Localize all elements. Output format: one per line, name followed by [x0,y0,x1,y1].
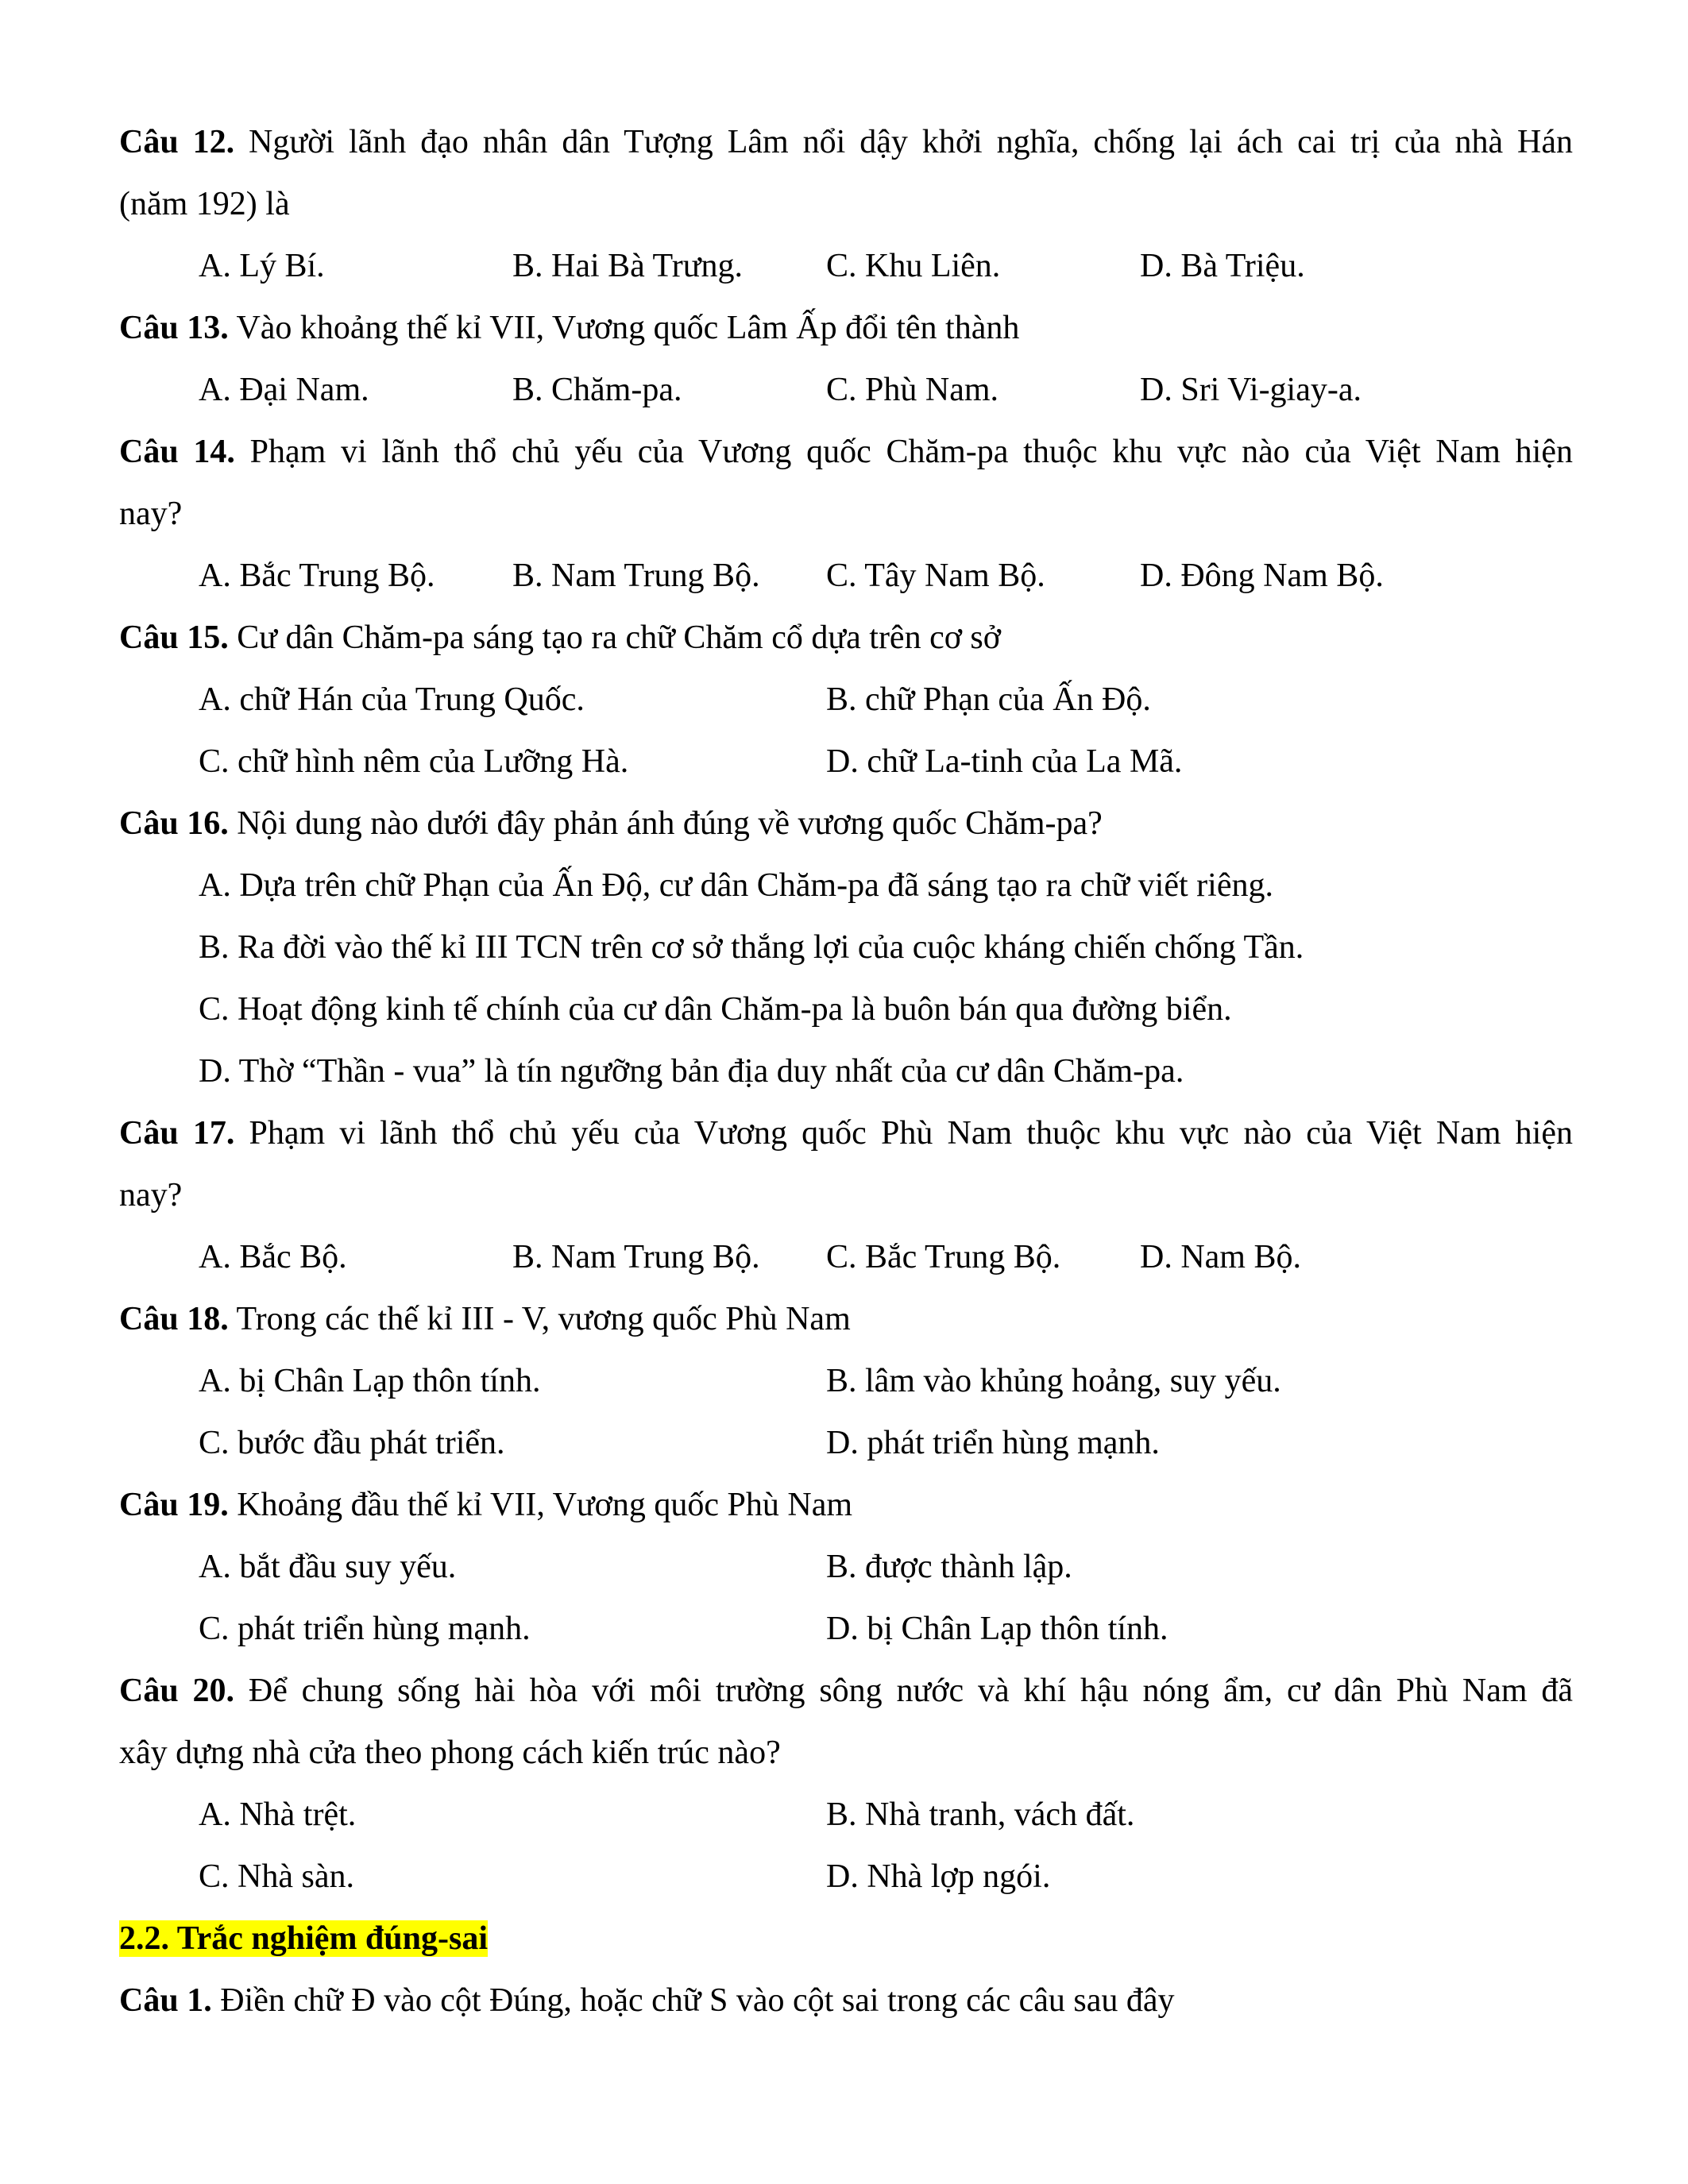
option-c: C. Nhà sàn. [199,1858,354,1895]
question-number: Câu 13. [119,310,229,346]
question-number: Câu 1. [119,1982,212,2019]
question-13-line-1 [119,297,1573,359]
question-number: Câu 17. [119,1115,235,1152]
question-number: Câu 15. [119,619,229,656]
question-text: Để chung sống hài hòa với môi trường sông nước và khí hậu nóng ẩm, cư dân Phù Nam đã [234,1673,1573,1709]
question-20-line-2: xây dựng nhà cửa theo phong cách kiến trúc nào? [119,1734,781,1771]
question-text: Cư dân Chăm-pa sáng tạo ra chữ Chăm cổ dựa trên cơ sở [228,619,1001,656]
question-15-line-1 [119,607,1573,669]
option-d: D. bị Chân Lạp thôn tính. [826,1611,1168,1647]
option-b: B. lâm vào khủng hoảng, suy yếu. [826,1363,1281,1399]
option-a: A. bị Chân Lạp thôn tính. [199,1363,541,1399]
question-19-line-1 [119,1474,1573,1536]
question-number: Câu 18. [119,1301,229,1337]
question-number: Câu 14. [119,434,235,470]
option-d: D. Sri Vi-giay-a. [1140,372,1362,408]
option-a: A. Bắc Trung Bộ. [199,558,435,594]
option-d: D. Nhà lợp ngói. [826,1858,1051,1895]
section-title: 2.2. Trắc nghiệm đúng-sai [119,1920,489,1957]
option-b: B. Ra đời vào thế kỉ III TCN trên cơ sở thắng lợi của cuộc kháng chiến chống Tần. [199,929,1304,966]
question-13-options [199,359,1573,421]
document-page [119,111,1573,2032]
option-a: A. Dựa trên chữ Phạn của Ấn Độ, cư dân Chăm-pa đã sáng tạo ra chữ viết riêng. [199,867,1273,904]
question-18-options-row-2 [199,1412,1573,1474]
option-b: B. Chăm-pa. [512,372,682,408]
question-14-line-1 [119,421,1573,483]
option-b: B. được thành lập. [826,1549,1072,1585]
option-d: D. phát triển hùng mạnh. [826,1425,1160,1461]
option-c: C. Khu Liên. [826,248,1001,284]
question-16-line-1 [119,793,1573,855]
question-15-options-row-1 [199,669,1573,731]
option-d: D. Nam Bộ. [1140,1239,1301,1275]
question-text: Trong các thế kỉ III - V, vương quốc Phù Nam [228,1301,851,1337]
question-20-options-row-1 [199,1784,1573,1846]
option-c: C. Bắc Trung Bộ. [826,1239,1061,1275]
question-18-line-1 [119,1288,1573,1350]
question-number: Câu 16. [119,805,229,842]
question-text: Nội dung nào dưới đây phản ánh đúng về vương quốc Chăm-pa? [228,805,1103,842]
section-question-1 [119,1970,1573,2032]
question-number: Câu 19. [119,1487,229,1523]
question-text: Khoảng đầu thế kỉ VII, Vương quốc Phù Nam [228,1487,853,1523]
question-19-options-row-1 [199,1536,1573,1598]
option-c: C. Phù Nam. [826,372,999,408]
option-c: C. Hoạt động kinh tế chính của cư dân Chăm-pa là buôn bán qua đường biển. [199,991,1232,1028]
option-c: C. chữ hình nêm của Lưỡng Hà. [199,743,629,780]
question-14-line-2: nay? [119,496,183,532]
option-c: C. bước đầu phát triển. [199,1425,505,1461]
option-b: B. chữ Phạn của Ấn Độ. [826,681,1151,718]
option-a: A. Lý Bí. [199,248,325,284]
question-18-options-row-1 [199,1350,1573,1412]
option-c: C. phát triển hùng mạnh. [199,1611,531,1647]
option-b: B. Nhà tranh, vách đất. [826,1796,1135,1833]
option-b: B. Nam Trung Bộ. [512,1239,760,1275]
question-text: Vào khoảng thế kỉ VII, Vương quốc Lâm Ấp đổi tên thành [228,310,1020,346]
question-number: Câu 20. [119,1673,235,1709]
question-19-options-row-2 [199,1598,1573,1660]
option-d: D. chữ La-tinh của La Mã. [826,743,1183,780]
option-c: C. Tây Nam Bộ. [826,558,1045,594]
option-d: D. Thờ “Thần - vua” là tín ngưỡng bản địa duy nhất của cư dân Chăm-pa. [199,1053,1184,1090]
option-d: D. Bà Triệu. [1140,248,1305,284]
question-17-line-1 [119,1102,1573,1164]
question-text: Người lãnh đạo nhân dân Tượng Lâm nổi dậy khởi nghĩa, chống lại ách cai trị của nhà Hán [234,124,1573,160]
question-20-line-1 [119,1660,1573,1722]
question-14-options [199,545,1573,607]
question-12-options [199,235,1573,297]
option-a: A. Bắc Bộ. [199,1239,347,1275]
question-text: Phạm vi lãnh thổ chủ yếu của Vương quốc Phù Nam thuộc khu vực nào của Việt Nam hiện [234,1115,1573,1152]
question-number: Câu 12. [119,124,235,160]
option-b: B. Nam Trung Bộ. [512,558,760,594]
option-d: D. Đông Nam Bộ. [1140,558,1384,594]
question-17-line-2: nay? [119,1177,183,1214]
question-text: Phạm vi lãnh thổ chủ yếu của Vương quốc Chăm-pa thuộc khu vực nào của Việt Nam hiện [234,434,1573,470]
question-12-line-2: (năm 192) là [119,186,290,222]
question-20-options-row-2 [199,1846,1573,1908]
section-heading [119,1908,1573,1970]
question-12-line-1 [119,111,1573,173]
option-a: A. Đại Nam. [199,372,369,408]
option-a: A. bắt đầu suy yếu. [199,1549,457,1585]
question-15-options-row-2 [199,731,1573,793]
option-b: B. Hai Bà Trưng. [512,248,743,284]
question-text: Điền chữ Đ vào cột Đúng, hoặc chữ S vào cột sai trong các câu sau đây [211,1982,1175,2019]
question-17-options [199,1226,1573,1288]
option-a: A. Nhà trệt. [199,1796,357,1833]
option-a: A. chữ Hán của Trung Quốc. [199,681,585,718]
